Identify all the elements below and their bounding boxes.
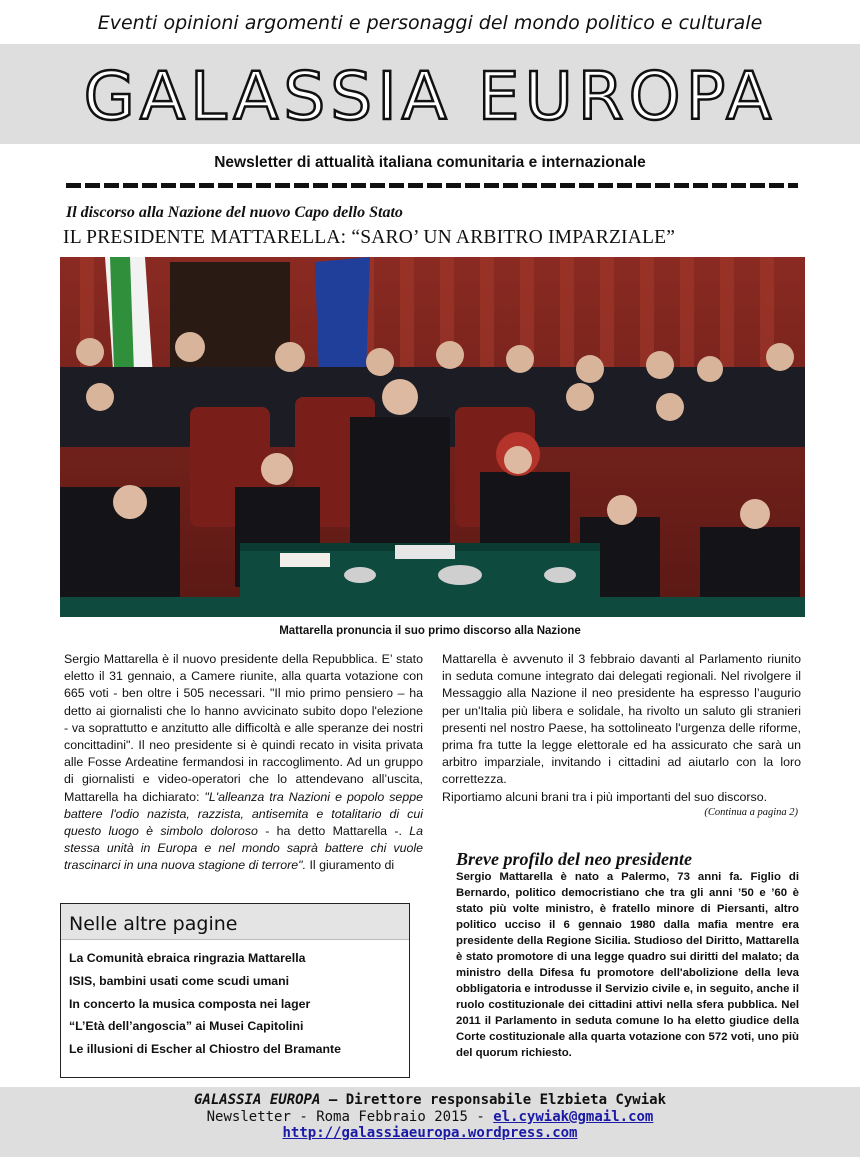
- footer-director: – Direttore responsabile Elzbieta Cywiak: [320, 1092, 666, 1108]
- profile-title: Breve profilo del neo presidente: [456, 849, 692, 869]
- masthead-title: GALASSIA EUROPA: [83, 58, 777, 135]
- article-photo: [60, 257, 805, 617]
- footer: [0, 1087, 860, 1157]
- article-headline: IL PRESIDENTE MATTARELLA: “SARO’ UN ARBITRO IMPARZIALE”: [63, 227, 676, 248]
- left-column-quote-2: La stessa unità in Europa e nel mondo saprà battere chi vuole trascinarci in una nuova stagione di terrore".: [64, 824, 424, 873]
- masthead: [0, 44, 860, 144]
- email-link[interactable]: el.cywiak@gmail.com: [493, 1109, 654, 1125]
- other-pages-box: [60, 903, 410, 1078]
- left-column-text: Sergio Mattarella è il nuovo presidente della Repubblica. E’ stato eletto il 31 gennaio, a Camere riunite, alla quarta votazione con 665 voti - ben oltre i 505 necessari. "Il mio primo pensiero – ha detto ai giornalisti che lo hanno avvicinato subito dopo l'elezione - va soprattutto e anzitutto alle difficoltà e alle speranze dei nostri concittadini". Il neo presidente si è quindi recato in visita privata alle Fosse Ardeatine fermandosi in raccoglimento. Ad un gruppo di giornalisti e video-operatori che lo attendevano all’uscita, Mattarella ha dichiarato:: [64, 652, 423, 804]
- footer-website-line: [0, 1125, 860, 1141]
- left-column-quote: "L'alleanza tra Nazioni e popolo seppe battere l'odio nazista, razzista, antisemita e totalitario di cui questo luogo è simbolo doloroso: [64, 789, 423, 839]
- list-item[interactable]: In concerto la musica composta nei lager: [69, 996, 311, 1011]
- newsletter-subtitle: Newsletter di attualità italiana comunitaria e internazionale: [214, 154, 646, 171]
- footer-credits: [0, 1092, 860, 1108]
- parliament-photo-illustration: [60, 257, 805, 617]
- footer-issue-line: [0, 1109, 860, 1125]
- profile-text: Sergio Mattarella è nato a Palermo, 73 anni fa. Figlio di Bernardo, politico democristiano che tra gli anni ’50 e ’60 è stato più volte ministro, è fratello minore di Piersanti, altro politico ucciso il 6 gennaio 1980 dalla mafia mentre era presidente della Regione Sicilia. Studioso del Diritto, Mattarella è stato promotore di una legge quadro sui diritti del malato; da ministro della Difesa fu promotore dell'abolizione della leva obbligatoria e introdusse il Servizio civile e, in seguito, anche il ruolo costituzionale dei cittadini attivi nella sfera pubblica. Nel 2011 il Parlamento in seduta comune lo ha eletto giudice della Corte costituzionale alla quarta votazione con 572 voti, uno più del quorum richiesto.: [456, 871, 799, 1059]
- list-item[interactable]: “L’Età dell’angoscia” ai Musei Capitolini: [69, 1019, 304, 1034]
- left-column-attribution: - ha detto Mattarella -.: [257, 824, 410, 839]
- website-link[interactable]: http://galassiaeuropa.wordpress.com: [282, 1125, 578, 1141]
- other-pages-list: [61, 940, 409, 1065]
- tagline: Eventi opinioni argomenti e personaggi del mondo politico e culturale: [97, 12, 763, 34]
- other-pages-heading: Nelle altre pagine: [61, 904, 409, 940]
- footer-publication-name: GALASSIA EUROPA: [193, 1092, 321, 1108]
- left-column-ending: Il giuramento di: [306, 858, 395, 873]
- footer-issue-info: Newsletter - Roma Febbraio 2015 -: [206, 1109, 494, 1125]
- right-column-text: Mattarella è avvenuto il 3 febbraio davanti al Parlamento riunito in seduta comune integrato dai delegati regionali. Nel rivolgere il Messaggio alla Nazione il neo presidente ha espresso l’augurio per un'Italia più libera e solidale, ha rivolto un saluto gli stranieri presenti nel nostro Paese, ha sottolineato l'urgenza delle riforme, prima fra tutte la legge elettorale ed ha assicurato che sarà un arbitro imparziale, invitando i cittadini ad aiutarlo con la loro correttezza.: [442, 652, 801, 787]
- list-item[interactable]: La Comunità ebraica ringrazia Mattarella: [69, 951, 306, 965]
- article-column-left: [64, 651, 423, 875]
- article-kicker: Il discorso alla Nazione del nuovo Capo dello Stato: [66, 204, 403, 221]
- continued-note: (Continua a pagina 2): [704, 807, 798, 818]
- list-item[interactable]: Le illusioni di Escher al Chiostro del Bramante: [69, 1042, 341, 1057]
- article-column-right: [442, 651, 801, 806]
- right-column-closing: Riportiamo alcuni brani tra i più importanti del suo discorso.: [442, 789, 768, 804]
- dashed-divider: [66, 183, 798, 188]
- photo-caption: Mattarella pronuncia il suo primo discorso alla Nazione: [279, 625, 581, 637]
- list-item[interactable]: ISIS, bambini usati come scudi umani: [69, 973, 290, 988]
